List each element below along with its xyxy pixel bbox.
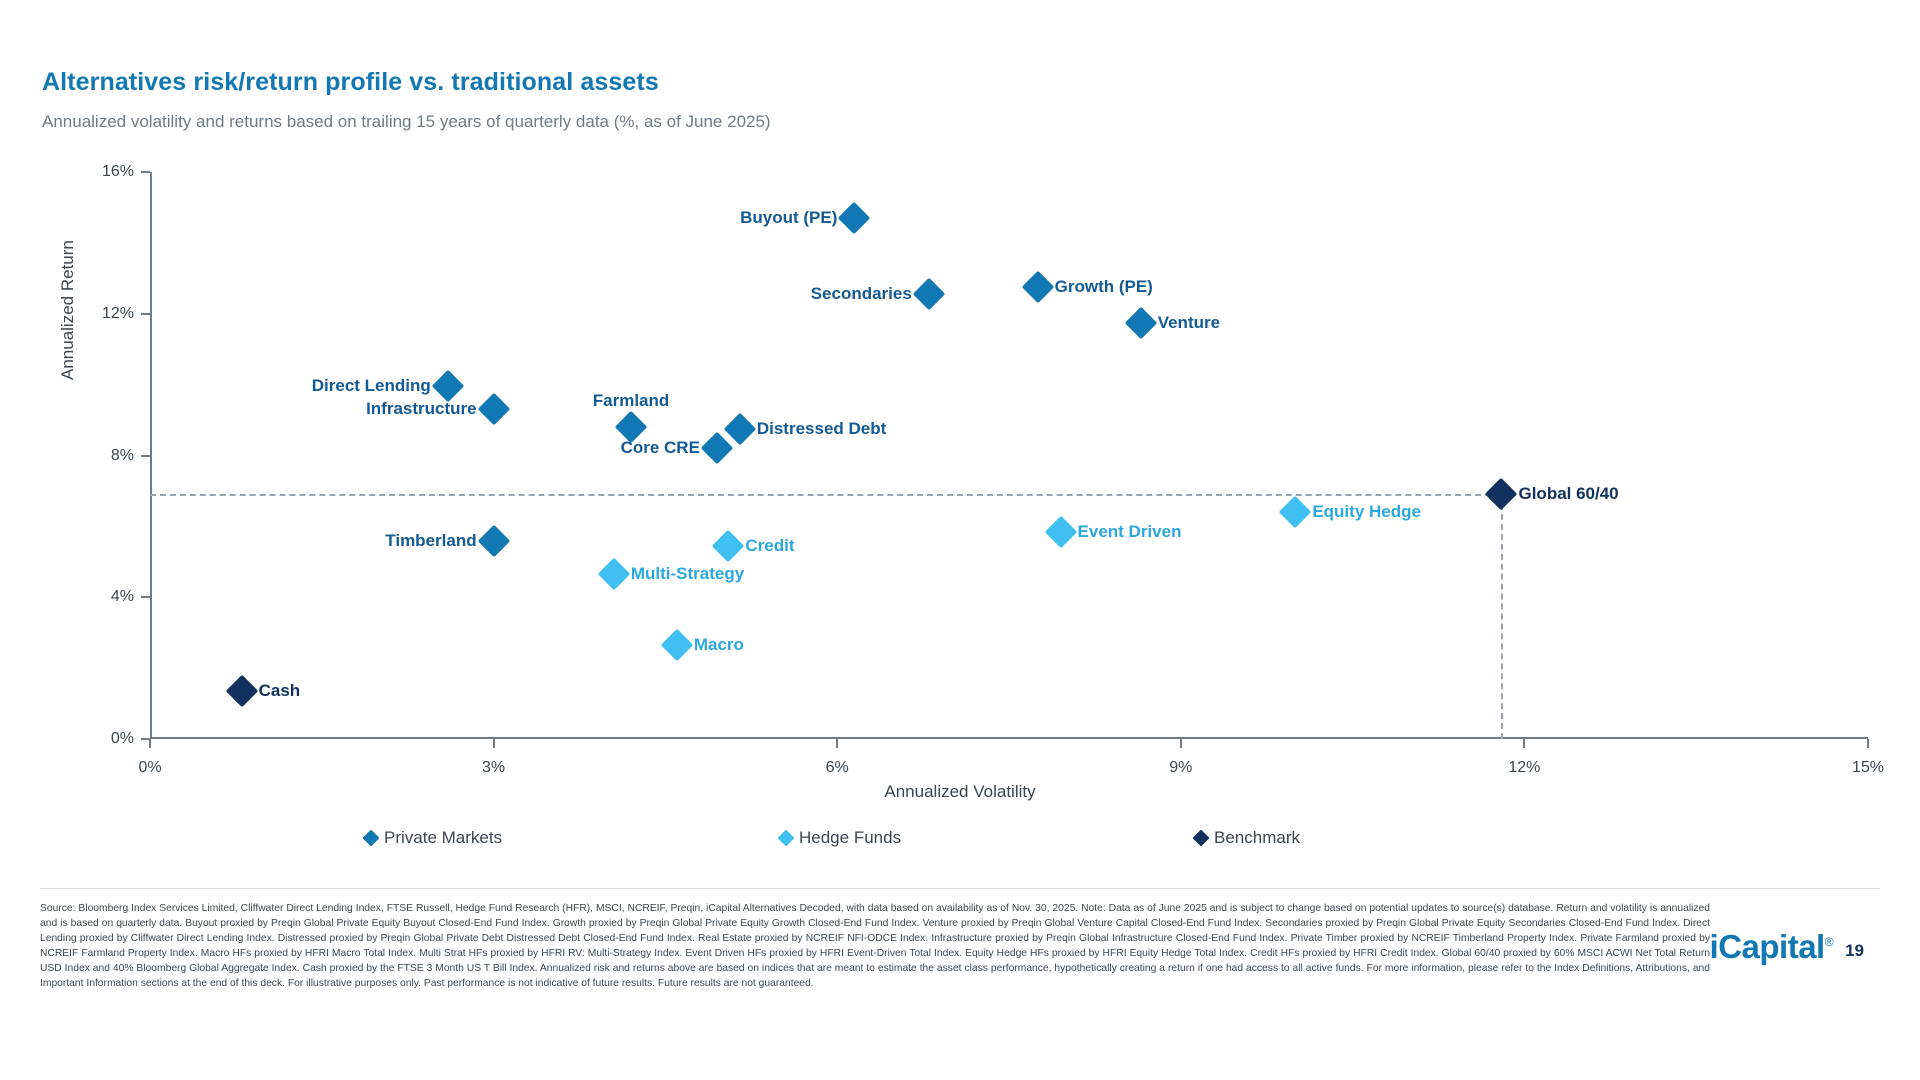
data-point[interactable]: [1021, 271, 1054, 304]
scatter-plot: [101, 163, 1885, 776]
data-point-label: Buyout (PE): [740, 208, 838, 228]
chart-legend: [150, 828, 1868, 858]
x-tick-mark: [1867, 739, 1869, 748]
x-tick-mark: [1523, 739, 1525, 748]
x-tick-label: 12%: [1508, 759, 1541, 776]
data-point[interactable]: [225, 675, 258, 708]
data-point-label: Global 60/40: [1518, 484, 1619, 504]
data-point[interactable]: [661, 629, 694, 662]
legend-label: Hedge Funds: [799, 828, 902, 847]
x-tick-mark: [493, 739, 495, 748]
y-tick-label: 16%: [101, 163, 134, 180]
page-title: Alternatives risk/return profile vs. traditional assets: [42, 68, 659, 96]
data-point[interactable]: [1044, 515, 1077, 548]
y-tick-mark: [141, 171, 150, 173]
data-point[interactable]: [477, 524, 510, 557]
x-axis-title: Annualized Volatility: [884, 782, 1036, 801]
page-number: 19: [1845, 941, 1864, 960]
legend-swatch-icon: [1193, 830, 1210, 847]
legend-swatch-icon: [778, 830, 795, 847]
data-point[interactable]: [701, 432, 734, 465]
data-point[interactable]: [598, 558, 631, 591]
legend-label: Private Markets: [384, 828, 503, 847]
data-point[interactable]: [913, 278, 946, 311]
data-point-label: Infrastructure: [366, 399, 477, 419]
brand-name: iCapital: [1709, 928, 1825, 965]
data-point[interactable]: [1485, 478, 1518, 511]
data-point-label: Credit: [745, 535, 795, 555]
footnote-text: Source: Bloomberg Index Services Limited, Cliffwater Direct Lending Index, FTSE Russell, Hedge Fund Research (HFR), MSCI, NCREIF, Preqin, iCapital Alternatives Decoded, with data based on availability as of Nov. 30, 2025. Note: Data as of June 2025 and is subject to change based on potential updates to source(s) database. Return and volatility is annualized and is based on quarterly data. Buyout proxied by Preqin Global Private Equity Buyout Closed-End Fund Index. Growth proxied by Preqin Global Private Equity Growth Closed-End Fund Index. Venture proxied by Preqin Global Venture Capital Closed-End Fund Index. Secondaries proxied by Preqin Global Private Equity Secondaries Closed-End Fund Index. Direct Lending proxied by Cliffwater Direct Lending Index. Distressed proxied by Preqin Global Private Debt Distressed Debt Closed-End Fund Index. Real Estate proxied by NCREIF NFI-ODCE Index. Infrastructure proxied by Preqin Global Infrastructure Closed-End Fund Index. Private Timber proxied by NCREIF Timberland Property Index. Private Farmland proxied by NCREIF Farmland Property Index. Macro HFs proxied by HFRI Macro Total Index. Multi Strat HFs proxied by HFRI RV: Multi-Strategy Index. Event Driven HFs proxied by HFRI Event-Driven Total Index. Equity Hedge HFs proxied by HFRI Equity Hedge Total Index. Credit HFs proxied by HFRI Credit Index. Global 60/40 proxied by 60% MSCI ACWI Net Total Return USD Index and 40% Bloomberg Global Aggregate Index. Cash proxied by the FTSE 3 Month US T Bill Index. Annualized risk and returns above are based on indices that are meant to estimate the asset class performance, hypothetically creating a return if one had access to all active funds. For more information, please refer to the Index Definitions, Attributions, and Important Information sections at the end of this deck. For illustrative purposes only. Past performance is not indicative of future results. Future results are not guaranteed.: [40, 903, 1710, 989]
data-point[interactable]: [712, 530, 745, 563]
data-point-label: Macro: [693, 635, 744, 655]
data-point[interactable]: [477, 393, 510, 426]
data-point-label: Core CRE: [620, 438, 700, 458]
x-tick-label: 9%: [1169, 759, 1193, 776]
data-point-label: Multi-Strategy: [630, 564, 745, 584]
y-tick-label: 0%: [110, 730, 134, 747]
legend-item[interactable]: [780, 828, 901, 848]
y-tick-label: 8%: [110, 446, 134, 464]
data-point-label: Farmland: [592, 391, 670, 411]
x-tick-mark: [836, 739, 838, 748]
y-axis-line: [150, 172, 152, 739]
data-point-label: Distressed Debt: [756, 418, 887, 438]
data-point-label: Growth (PE): [1054, 277, 1153, 297]
page-subtitle: Annualized volatility and returns based on trailing 15 years of quarterly data (%, as of June 2025): [42, 112, 771, 131]
x-tick-mark: [1180, 739, 1182, 748]
legend-swatch-icon: [363, 830, 380, 847]
data-point-label: Venture: [1157, 312, 1221, 332]
y-tick-mark: [141, 313, 150, 315]
y-tick-label: 4%: [110, 588, 134, 606]
x-axis-line: [150, 737, 1868, 739]
data-point[interactable]: [1279, 496, 1312, 529]
x-tick-label: 15%: [1851, 759, 1885, 776]
y-tick-mark: [141, 455, 150, 457]
data-point-label: Secondaries: [810, 284, 912, 304]
x-tick-label: 6%: [825, 759, 849, 776]
y-axis-title: Annualized Return: [58, 240, 77, 380]
data-point-label: Direct Lending: [311, 376, 431, 396]
horizontal-reference-line: [150, 494, 1501, 496]
y-tick-label: 12%: [101, 304, 134, 322]
x-tick-label: 0%: [138, 759, 162, 776]
data-point-label: Cash: [258, 681, 301, 701]
data-point[interactable]: [1124, 306, 1157, 339]
y-tick-mark: [141, 596, 150, 598]
data-point-label: Event Driven: [1077, 521, 1182, 541]
data-point[interactable]: [432, 370, 465, 403]
vertical-reference-line: [1501, 494, 1503, 739]
trademark-symbol: ®: [1824, 935, 1834, 949]
data-point-label: Equity Hedge: [1312, 502, 1421, 522]
icapital-logo: [1710, 928, 1834, 966]
legend-label: Benchmark: [1214, 828, 1300, 847]
data-point[interactable]: [724, 413, 757, 446]
data-point[interactable]: [838, 202, 871, 235]
x-tick-label: 3%: [482, 759, 506, 776]
brand-block: [1710, 928, 1864, 966]
data-point-label: Timberland: [385, 530, 477, 550]
legend-item[interactable]: [1195, 828, 1300, 848]
x-tick-mark: [149, 739, 151, 748]
legend-item[interactable]: [365, 828, 502, 848]
footer-divider: [40, 888, 1880, 889]
